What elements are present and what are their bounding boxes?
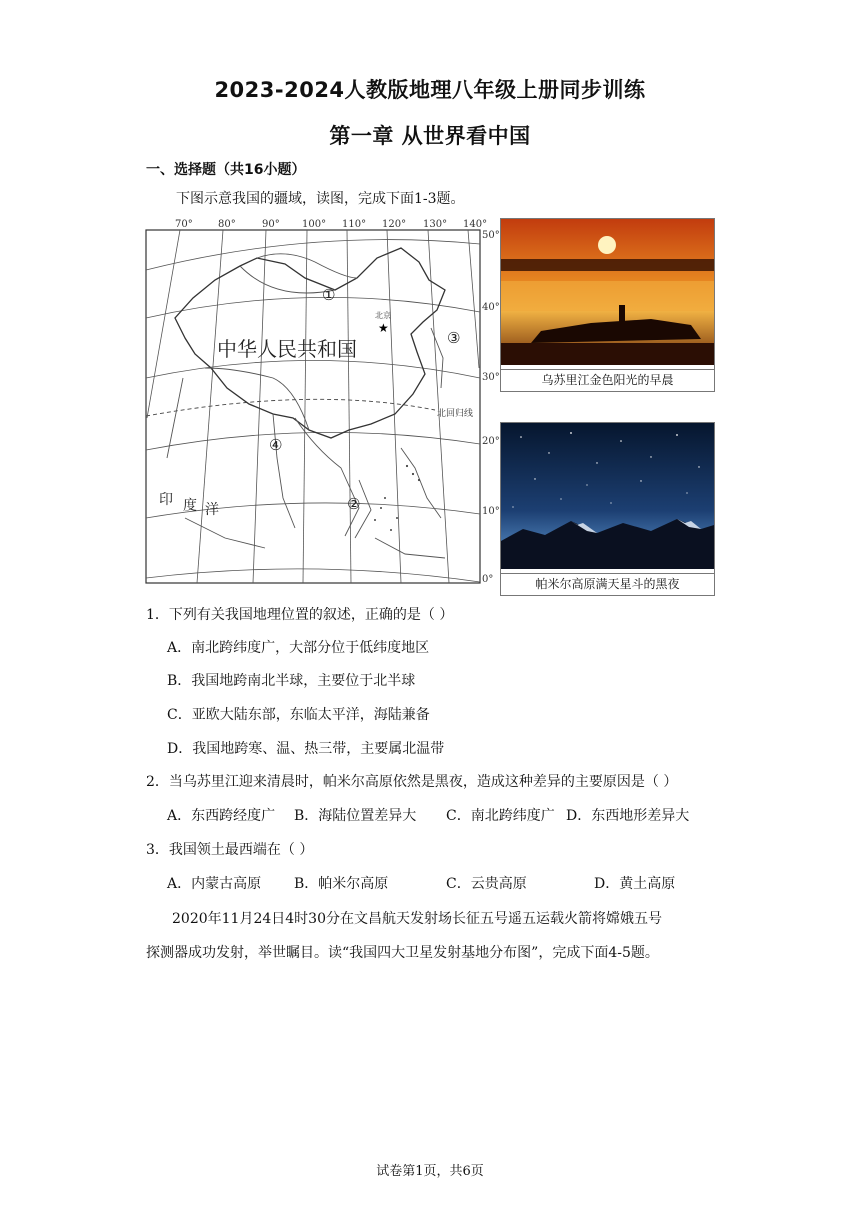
photo-pamir-night [500, 422, 715, 596]
question-2-option-d[interactable]: D．东西地形差异大 [566, 808, 690, 824]
lon-label: 70° [175, 219, 193, 230]
china-territory-map [145, 218, 500, 586]
ocean-label: 洋 [205, 502, 219, 518]
question-1-option-d[interactable]: D．我国地跨寒、温、热三带，主要属北温带 [167, 741, 445, 757]
question-1-stem: 1．下列有关我国地理位置的叙述，正确的是（ ） [146, 607, 454, 623]
lat-label: 0° [482, 574, 494, 585]
question-2-option-b[interactable]: B．海陆位置差异大 [294, 808, 417, 824]
question-3-option-c[interactable]: C．云贵高原 [446, 876, 527, 892]
intro-text-1: 下图示意我国的疆域，读图，完成下面1-3题。 [176, 191, 465, 207]
region-marker: ② [347, 495, 361, 513]
lon-label: 100° [302, 219, 327, 230]
intro-text-2-line2: 探测器成功发射，举世瞩目。读“我国四大卫星发射基地分布图”，完成下面4-5题。 [146, 945, 659, 961]
ocean-label: 印 [159, 492, 173, 508]
lon-label: 120° [382, 219, 407, 230]
region-marker: ③ [447, 329, 461, 347]
lat-label: 10° [482, 506, 500, 517]
lat-label: 40° [482, 302, 500, 313]
page-subtitle: 第一章 从世界看中国 [329, 124, 531, 148]
question-2-option-a[interactable]: A．东西跨经度广 [167, 808, 276, 824]
lon-label: 140° [463, 219, 488, 230]
tropic-label: 北回归线 [437, 409, 474, 419]
capital-star-icon: ★ [378, 321, 389, 335]
lon-label: 110° [342, 219, 367, 230]
region-marker: ① [322, 286, 336, 304]
photo-caption: 乌苏里江金色阳光的早晨 [501, 369, 714, 391]
question-2-option-c[interactable]: C．南北跨纬度广 [446, 808, 555, 824]
ocean-label: 度 [183, 498, 197, 514]
question-3-option-a[interactable]: A．内蒙古高原 [167, 876, 262, 892]
question-1-option-a[interactable]: A．南北跨纬度广，大部分位于低纬度地区 [167, 640, 430, 656]
question-3-option-d[interactable]: D．黄土高原 [594, 876, 676, 892]
question-2-stem: 2．当乌苏里江迎来清晨时，帕米尔高原依然是黑夜，造成这种差异的主要原因是（ ） [146, 774, 678, 790]
page-title: 2023-2024人教版地理八年级上册同步训练 [214, 78, 646, 102]
lon-label: 130° [423, 219, 448, 230]
question-1-option-c[interactable]: C．亚欧大陆东部，东临太平洋，海陆兼备 [167, 707, 430, 723]
photo-ussuri-sunrise [500, 218, 715, 392]
section-heading: 一、选择题（共16小题） [146, 162, 306, 178]
country-label: 中华人民共和国 [217, 337, 357, 361]
question-3-option-b[interactable]: B．帕米尔高原 [294, 876, 389, 892]
lat-label: 20° [482, 436, 500, 447]
page-footer: 试卷第1页，共6页 [376, 1164, 484, 1179]
photo-caption: 帕米尔高原满天星斗的黑夜 [501, 573, 714, 595]
capital-label: 北京 [375, 311, 391, 320]
question-3-stem: 3．我国领土最西端在（ ） [146, 842, 314, 858]
intro-text-2-line1: 2020年11月24日4时30分在文昌航天发射场长征五号遥五运载火箭将嫦娥五号 [172, 911, 662, 927]
lat-label: 30° [482, 372, 500, 383]
lon-label: 90° [262, 219, 280, 230]
question-1-option-b[interactable]: B．我国地跨南北半球，主要位于北半球 [167, 673, 416, 689]
region-marker: ④ [269, 436, 283, 454]
lon-label: 80° [218, 219, 236, 230]
lat-label: 50° [482, 230, 500, 241]
